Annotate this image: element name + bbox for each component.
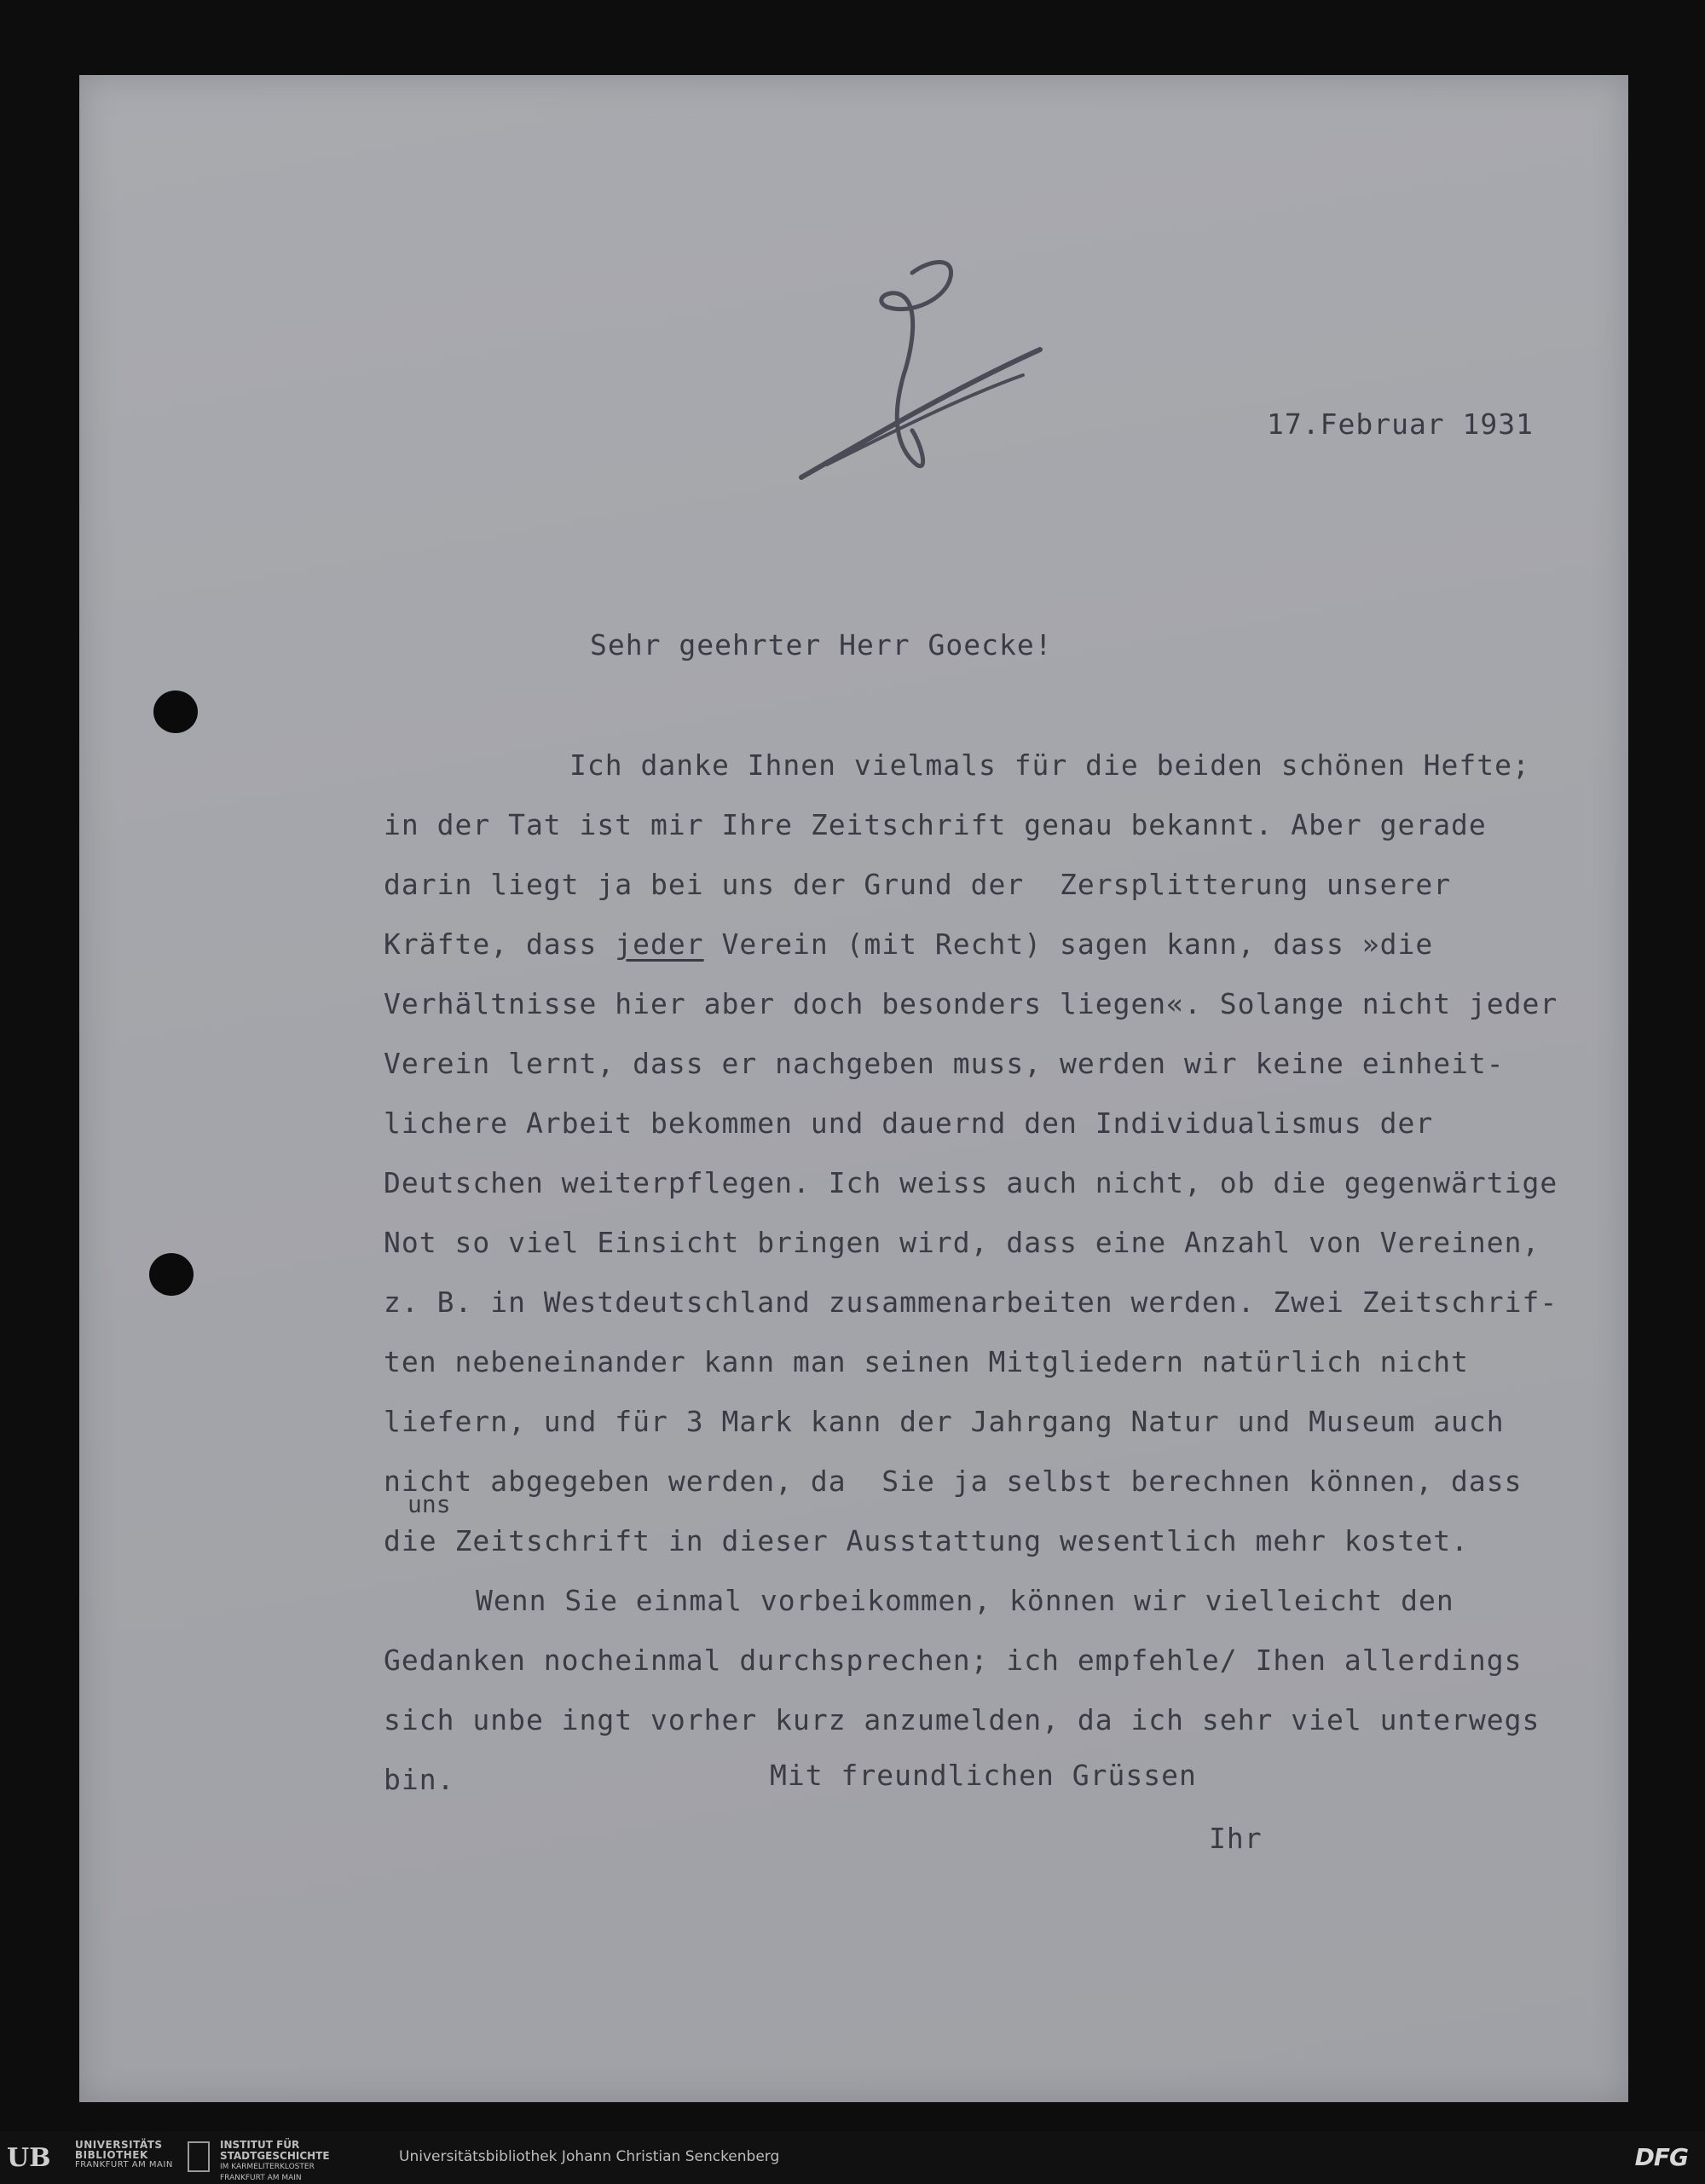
body-text: Verein (mit Recht) sagen kann, dass »die	[703, 927, 1434, 961]
letter-date: 17.Februar 1931	[1267, 407, 1534, 441]
body-line: Not so viel Einsicht bringen wird, dass eine Anzahl von Vereinen,	[384, 1226, 1540, 1259]
body-line: lichere Arbeit bekommen und dauernd den Individualismus der	[384, 1106, 1434, 1140]
institute-line: IM KARMELITERKLOSTER	[220, 2163, 315, 2171]
body-line: Verhältnisse hier aber doch besonders liegen«. Solange nicht jeder	[384, 987, 1558, 1020]
body-line: bin.	[384, 1763, 455, 1796]
punch-hole-bottom	[149, 1253, 194, 1296]
body-line: Ich danke Ihnen vielmals für die beiden schönen Hefte;	[569, 748, 1530, 782]
inserted-word: uns	[407, 1490, 451, 1518]
library-name: Universitätsbibliothek Johann Christian Senckenberg	[399, 2148, 780, 2165]
letter-salutation: Sehr geehrter Herr Goecke!	[590, 628, 1053, 662]
underlined-word: jeder	[615, 927, 704, 961]
body-line: liefern, und für 3 Mark kann der Jahrgang Natur und Museum auch	[384, 1405, 1505, 1438]
body-line: z. B. in Westdeutschland zusammenarbeiten werden. Zwei Zeitschrif-	[384, 1286, 1558, 1319]
body-line: ten nebeneinander kann man seinen Mitgliedern natürlich nicht	[384, 1345, 1469, 1378]
body-line: nicht abgegeben werden, da Sie ja selbst berechnen können, dass	[384, 1465, 1523, 1498]
body-line: Wenn Sie einmal vorbeikommen, können wir vielleicht den	[476, 1584, 1454, 1617]
ub-line: FRANKFURT AM MAIN	[75, 2160, 173, 2170]
institute-line: FRANKFURT AM MAIN	[220, 2174, 302, 2182]
footer-bar	[0, 2131, 1705, 2184]
body-line: Verein lernt, dass er nachgeben muss, werden wir keine einheit-	[384, 1047, 1505, 1080]
body-line: darin liegt ja bei uns der Grund der Zersplitterung unserer	[384, 868, 1452, 901]
letter-closing: Mit freundlichen Grüssen	[770, 1759, 1197, 1792]
body-line	[384, 927, 1433, 961]
punch-hole-top	[153, 690, 198, 733]
body-line: sich unbe ingt vorher kurz anzumelden, da ich sehr viel unterwegs	[384, 1703, 1540, 1736]
dfg-logo: DFG	[1634, 2143, 1688, 2171]
institute-line: INSTITUT FÜR	[220, 2139, 300, 2151]
ub-logo: UB	[7, 2143, 51, 2173]
letter-signoff: Ihr	[1209, 1822, 1263, 1855]
ub-line: UNIVERSITÄTS	[75, 2139, 163, 2151]
body-line: Gedanken nocheinmal durchsprechen; ich empfehle/ Ihen allerdings	[384, 1644, 1523, 1677]
body-line: in der Tat ist mir Ihre Zeitschrift genau bekannt. Aber gerade	[384, 808, 1487, 841]
institute-logo-icon	[188, 2141, 210, 2172]
pencil-signature-mark	[793, 247, 1049, 486]
body-line: die Zeitschrift in dieser Ausstattung wesentlich mehr kostet.	[384, 1524, 1469, 1557]
ub-line: BIBLIOTHEK	[75, 2149, 148, 2161]
institute-logo-text	[220, 2140, 330, 2184]
ub-logo-text	[75, 2140, 173, 2170]
body-line: Deutschen weiterpflegen. Ich weiss auch nicht, ob die gegenwärtige	[384, 1166, 1558, 1199]
institute-line: STADTGESCHICHTE	[220, 2150, 330, 2162]
body-text: Kräfte, dass	[384, 927, 616, 961]
